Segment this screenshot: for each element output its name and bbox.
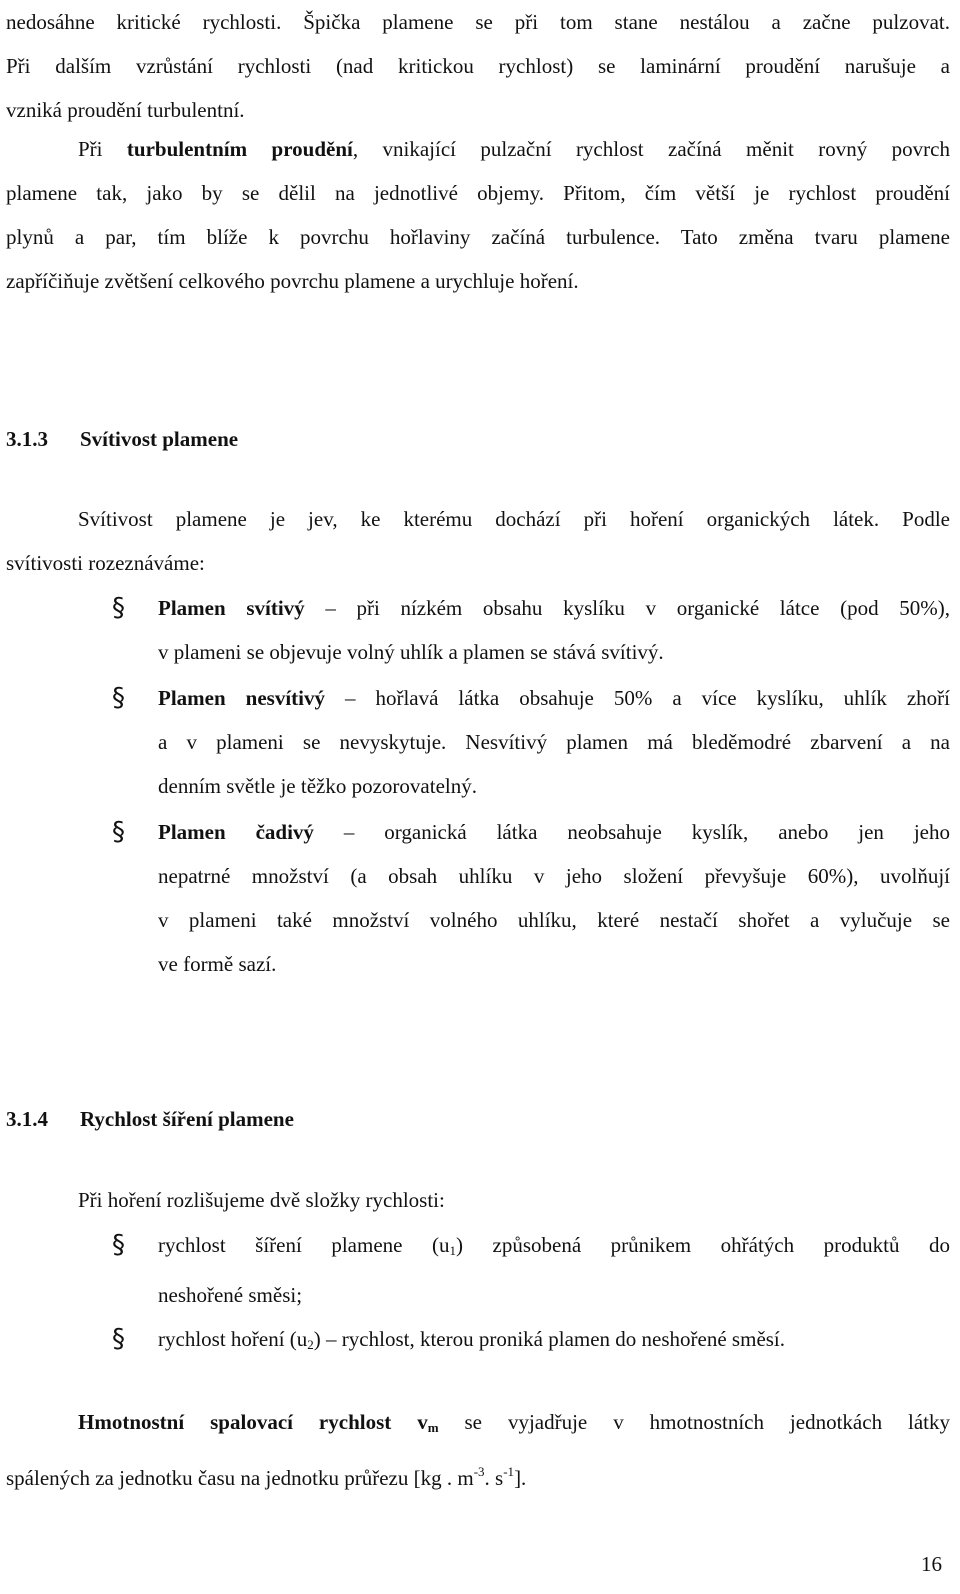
bold-term: Plamen svítivý (158, 596, 305, 620)
text-line: a v plameni se nevyskytuje. Nesvítivý plamen má bleděmodré zbarvení a na (158, 730, 950, 754)
list-item: § rychlost šíření plamene $(u_1)$ způsobená průnikem ohřátých produktů do neshořené směsi; (112, 1223, 950, 1317)
paragraph-laminar (6, 0, 950, 132)
text-line: Při turbulentním proudění, vnikající pulzační rychlost začíná měnit rovný povrch (78, 137, 951, 161)
paragraph-speed-intro (6, 1178, 950, 1222)
text-line: Při dalším vzrůstání rychlosti (nad kritickou rychlost) se laminární proudění narušuje a (6, 54, 950, 78)
bullet-icon: § (112, 1230, 125, 1260)
section-heading-3-1-4 (6, 1107, 294, 1132)
bold-term: Plamen nesvítivý (158, 686, 325, 710)
list-item: § Plamen čadivý – organická látka neobsahuje kyslík, anebo jen jeho nepatrné množství (a obsah uhlíku v jeho složení převyšuje 60%), uvolňují v plameni také množství volného uhlíku, které nestačí shořet a vylučuje se ve formě sazí. (112, 810, 950, 986)
bold-term: Plamen čadivý (158, 820, 314, 844)
list-item: § Plamen svítivý – při nízkém obsahu kyslíku v organické látce (pod 50%), v plameni se objevuje volný uhlík a plamen se stává svítivý. (112, 586, 950, 674)
text-line: neshořené směsi; (158, 1283, 303, 1307)
paragraph-turbulent (6, 127, 950, 303)
page-number: 16 (921, 1552, 942, 1576)
bullet-icon: § (112, 683, 125, 713)
text-line: denním světle je těžko pozorovatelný. (158, 774, 477, 798)
section-title: Svítivost plamene (80, 427, 239, 451)
text-line: Při hoření rozlišujeme dvě složky rychlosti: (78, 1188, 445, 1212)
text-line: v plameni se objevuje volný uhlík a plamen se stává svítivý. (158, 640, 664, 664)
text-line: Svítivost plamene je jev, ke kterému dochází při hoření organických látek. Podle (78, 507, 950, 531)
section-heading-3-1-3 (6, 427, 238, 452)
section-number: 3.1.3 (6, 427, 48, 451)
bullet-icon: § (112, 1324, 125, 1354)
text-line: svítivosti rozeznáváme: (6, 551, 205, 575)
bullet-list-speed (112, 1223, 950, 1367)
bullet-list-flame-types (112, 586, 950, 986)
paragraph-mass-rate: Hmotnostní spalovací rychlost $v_m$ se vyjadřuje v hmotnostních jednotkách látky spálených za jednotku času na jednotku průřezu [kg . $m^{-3}$. $s^{-1}$]. (6, 1410, 951, 1490)
list-item: § Plamen nesvítivý – hořlavá látka obsahuje 50% a více kyslíku, uhlík zhoří a v plameni se nevyskytuje. Nesvítivý plamen má bleděmodré zbarvení a na denním světle je těžko pozorovatelný. (112, 676, 950, 808)
list-item: § rychlost hoření $(u_2)$ – rychlost, kterou proniká plamen do neshořené směsí. (112, 1317, 950, 1367)
text-line: nedosáhne kritické rychlosti. Špička plamene se při tom stane nestálou a začne pulzovat. (6, 10, 950, 34)
text-line: ve formě sazí. (158, 952, 277, 976)
paragraph-svitivost-intro (6, 497, 950, 585)
text-line: plamene tak, jako by se dělil na jednotlivé objemy. Přitom, čím větší je rychlost proudění (6, 181, 950, 205)
text-line: zapříčiňuje zvětšení celkového povrchu plamene a urychluje hoření. (6, 269, 579, 293)
bold-term: Hmotnostní spalovací rychlost $v_m$ (78, 1410, 439, 1435)
section-number: 3.1.4 (6, 1107, 48, 1131)
bullet-icon: § (112, 593, 125, 623)
text-line: plynů a par, tím blíže k povrchu hořlaviny začíná turbulence. Tato změna tvaru plamene (6, 225, 950, 249)
bold-term: turbulentním proudění (126, 137, 353, 161)
bullet-icon: § (112, 817, 125, 847)
section-title: Rychlost šíření plamene (80, 1107, 294, 1131)
text-line: nepatrné množství (a obsah uhlíku v jeho složení převyšuje 60%), uvolňují (158, 864, 950, 888)
text-line: v plameni také množství volného uhlíku, které nestačí shořet a vylučuje se (158, 908, 950, 932)
text-line: vzniká proudění turbulentní. (6, 98, 245, 122)
